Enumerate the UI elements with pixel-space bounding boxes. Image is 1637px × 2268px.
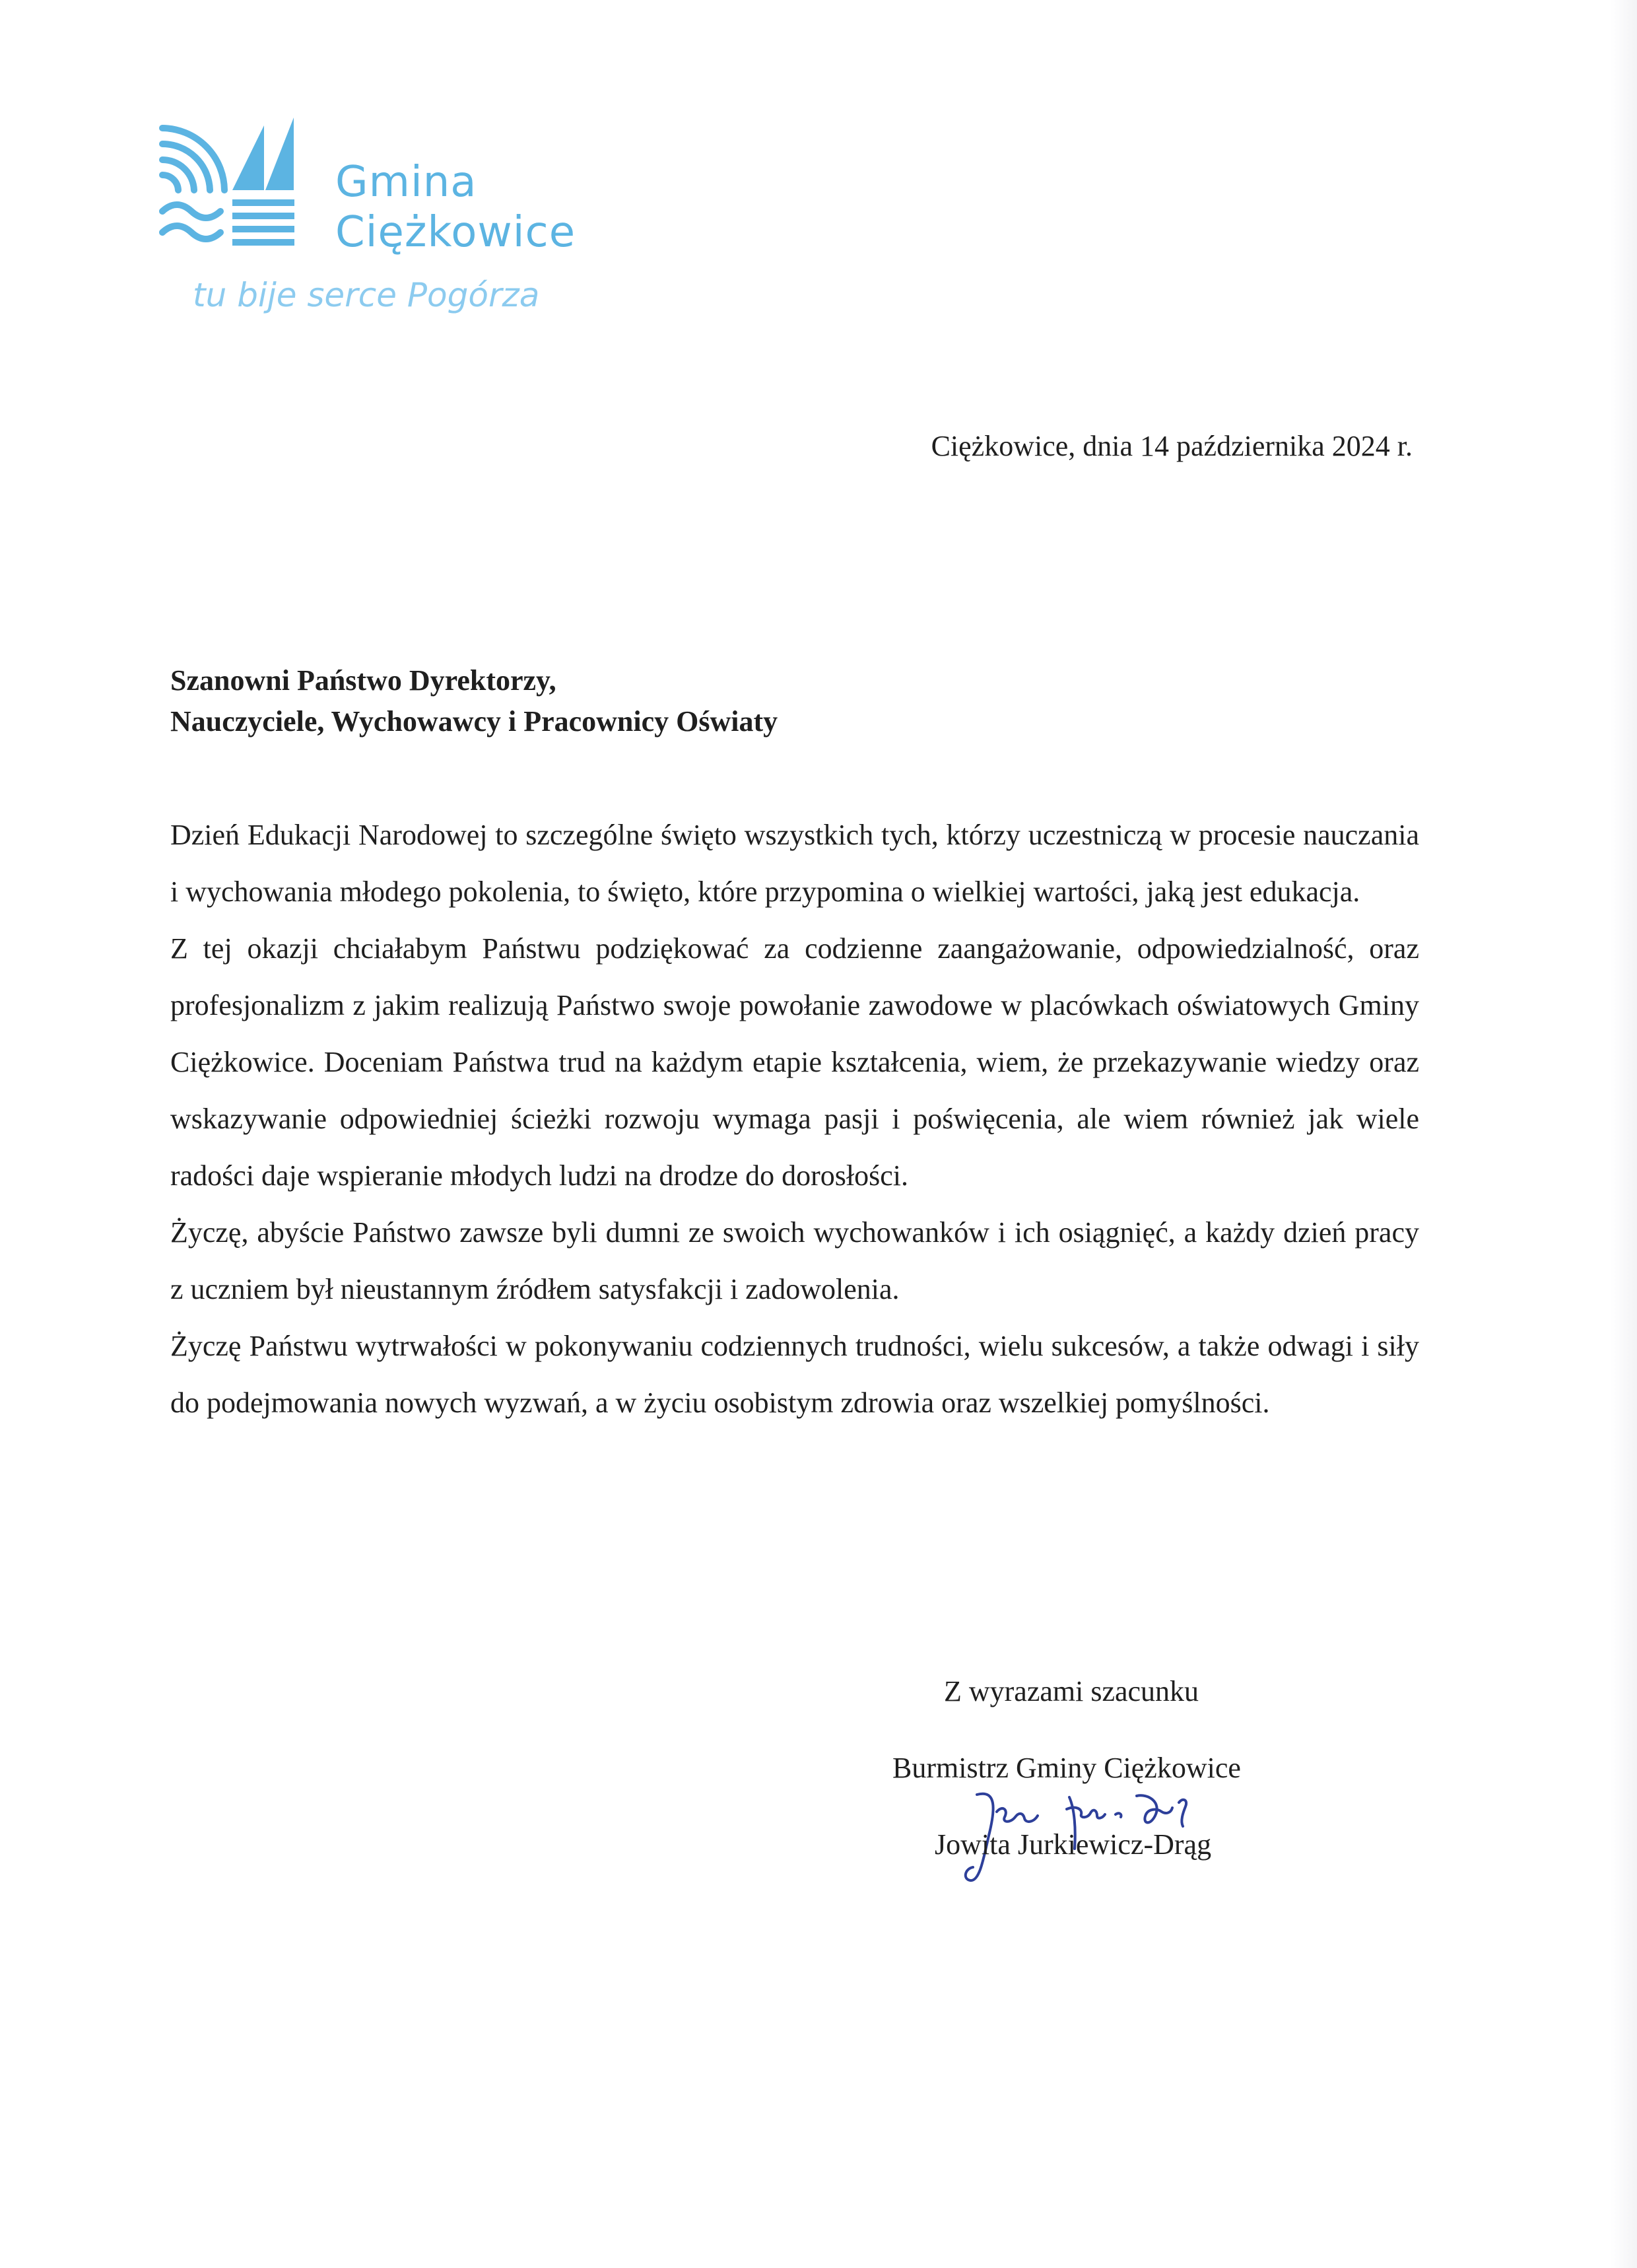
page-edge-shadow (1611, 0, 1637, 2268)
letterhead-logo (158, 112, 634, 330)
closing-regards: Z wyrazami szacunku (944, 1675, 1199, 1707)
salutation (170, 660, 778, 742)
salutation-line2: Nauczyciele, Wychowawcy i Pracownicy Oświaty (170, 705, 778, 738)
gmina-ciezkowice-logo-mark-icon (158, 112, 297, 258)
signer-title: Burmistrz Gminy Ciężkowice (892, 1752, 1241, 1784)
municipality-name-line2: Ciężkowice (335, 208, 576, 257)
signer-name: Jowita Jurkiewicz-Drąg (935, 1828, 1212, 1861)
letter-date: Ciężkowice, dnia 14 października 2024 r. (931, 430, 1413, 462)
body-paragraph: Życzę, abyście Państwo zawsze byli dumni ze swoich wychowanków i ich osiągnięć, a każdy dzień pracy z uczniem był nieustannym źródłem satysfakcji i zadowolenia. (170, 1216, 1419, 1305)
salutation-line1: Szanowni Państwo Dyrektorzy, (170, 664, 556, 697)
letterhead-tagline: tu bije serce Pogórza (193, 276, 540, 314)
letter-body (170, 807, 1419, 1431)
body-paragraph: Życzę Państwu wytrwałości w pokonywaniu codziennych trudności, wielu sukcesów, a także odwagi i siły do podejmowania nowych wyzwań, a w życiu osobistym zdrowia oraz wszelkiej pomyślności. (170, 1330, 1419, 1419)
municipality-name (335, 157, 576, 258)
body-paragraph: Dzień Edukacji Narodowej to szczególne święto wszystkich tych, którzy uczestniczą w procesie nauczania i wychowania młodego pokolenia, to święto, które przypomina o wielkiej wartości, jaką jest edukacja. (170, 819, 1419, 908)
municipality-name-line1: Gmina (335, 158, 477, 207)
body-paragraph: Z tej okazji chciałabym Państwu podziękować za codzienne zaangażowanie, odpowiedzialność, oraz profesjonalizm z jakim realizują Państwo swoje powołanie zawodowe w placówkach oświatowych Gminy Ciężkowice. Doceniam Państwa trud na każdym etapie kształcenia, wiem, że przekazywanie wiedzy oraz wskazywanie odpowiedniej ścieżki rozwoju wymaga pasji i poświęcenia, ale wiem również jak wiele radości daje wspieranie młodych ludzi na drodze do dorosłości. (170, 932, 1419, 1192)
